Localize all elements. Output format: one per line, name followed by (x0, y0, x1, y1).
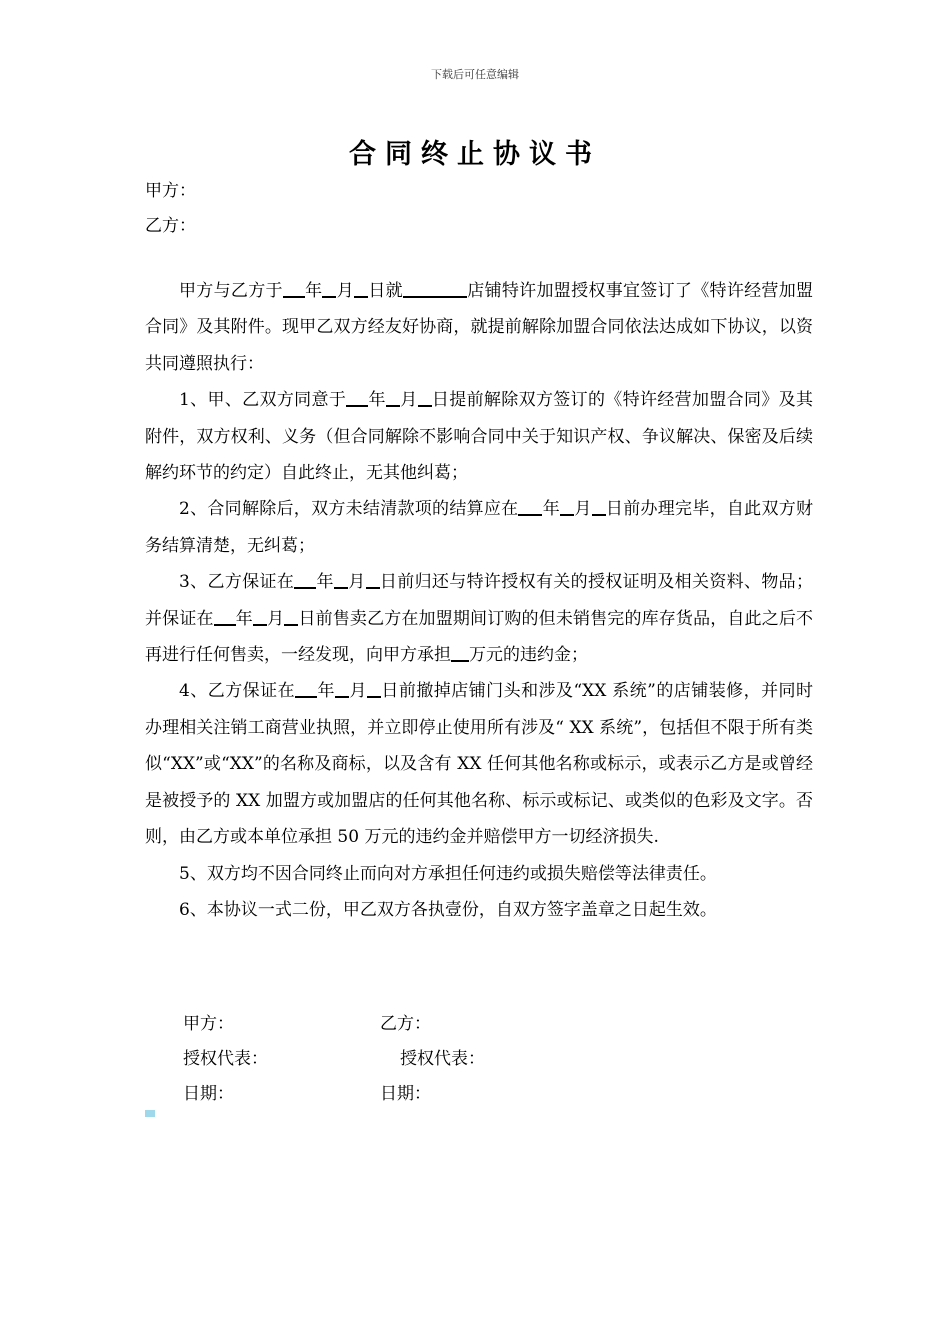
blank-field (335, 680, 349, 698)
blank-field (294, 571, 316, 589)
clause-6: 6、本协议一式二份，甲乙双方各执壹份，自双方签字盖章之日起生效。 (179, 899, 717, 920)
blank-field (295, 680, 317, 698)
blank-field (283, 280, 305, 298)
signature-date-b: 日期： (380, 1084, 431, 1104)
clause-1: 1、甲、乙双方同意于 年 月 日提前解除双方签订的《特许经营加盟合同》及其附件，双方权利、义务（但合同解除不影响合同中关于知识产权、争议解决、保密及后续解约环节的约定）自此终止，无其他纠葛； (145, 390, 814, 484)
intro-paragraph: 甲方与乙方于 年 月 日就 店铺特许加盟授权事宜签订了《特许经营加盟合同》及其附件。现甲乙双方经友好协商，就提前解除加盟合同依法达成如下协议，以资共同遵照执行： (145, 281, 814, 374)
blank-field (418, 389, 432, 407)
blank-field (354, 280, 368, 298)
blank-field (346, 389, 368, 407)
blank-field (518, 498, 542, 516)
signature-party-a: 甲方： (183, 1014, 234, 1034)
blank-field (322, 280, 336, 298)
blank-field (214, 608, 236, 626)
blank-field (592, 498, 606, 516)
highlight-marker (145, 1110, 155, 1117)
signature-rep-b: 授权代表： (400, 1049, 485, 1069)
clause-4: 4、乙方保证在 年 月 日前撤掉店铺门头和涉及“XX 系统”的店铺装修，并同时办理相关注销工商营业执照，并立即停止使用所有涉及“ XX 系统”，包括但不限于所有类似“XX”或“XX”的名称及商标，以及含有 XX 任何其他名称或标示，或表示乙方是或曾经是被授予的 XX 加盟方或加盟店的任何其他名称、标示或标记、或类似的色彩及文字。否则，由乙方或本单位承担 50 万元的违约金并赔偿甲方一切经济损失. (145, 681, 814, 848)
blank-field (253, 608, 267, 626)
clause-2: 2、合同解除后，双方未结清款项的结算应在 年 月 日前办理完毕，自此双方财务结算清楚，无纠葛； (145, 499, 814, 556)
clause-5: 5、双方均不因合同终止而向对方承担任何违约或损失赔偿等法律责任。 (179, 863, 717, 884)
blank-field (403, 280, 467, 298)
blank-field (334, 571, 348, 589)
signature-party-b: 乙方： (380, 1014, 431, 1034)
blank-field (560, 498, 574, 516)
blank-field (386, 389, 400, 407)
agreement-body (145, 273, 813, 928)
blank-field (367, 680, 381, 698)
blank-field (284, 608, 298, 626)
party-a-label: 甲方： (145, 181, 196, 201)
party-b-label: 乙方： (145, 216, 196, 236)
clause-3: 3、乙方保证在 年 月 日前归还与特许授权有关的授权证明及相关资料、物品；并保证在 年 月 日前售卖乙方在加盟期间订购的但未销售完的库存货品，自此之后不再进行任何售卖，一经发现，向甲方承担 万元的违约金； (145, 572, 814, 666)
header-note: 下载后可任意编辑 (431, 68, 519, 81)
signature-date-a: 日期： (183, 1084, 234, 1104)
document-title: 合同终止协议书 (349, 139, 601, 170)
blank-field (451, 644, 469, 662)
blank-field (366, 571, 380, 589)
signature-rep-a: 授权代表： (183, 1049, 268, 1069)
